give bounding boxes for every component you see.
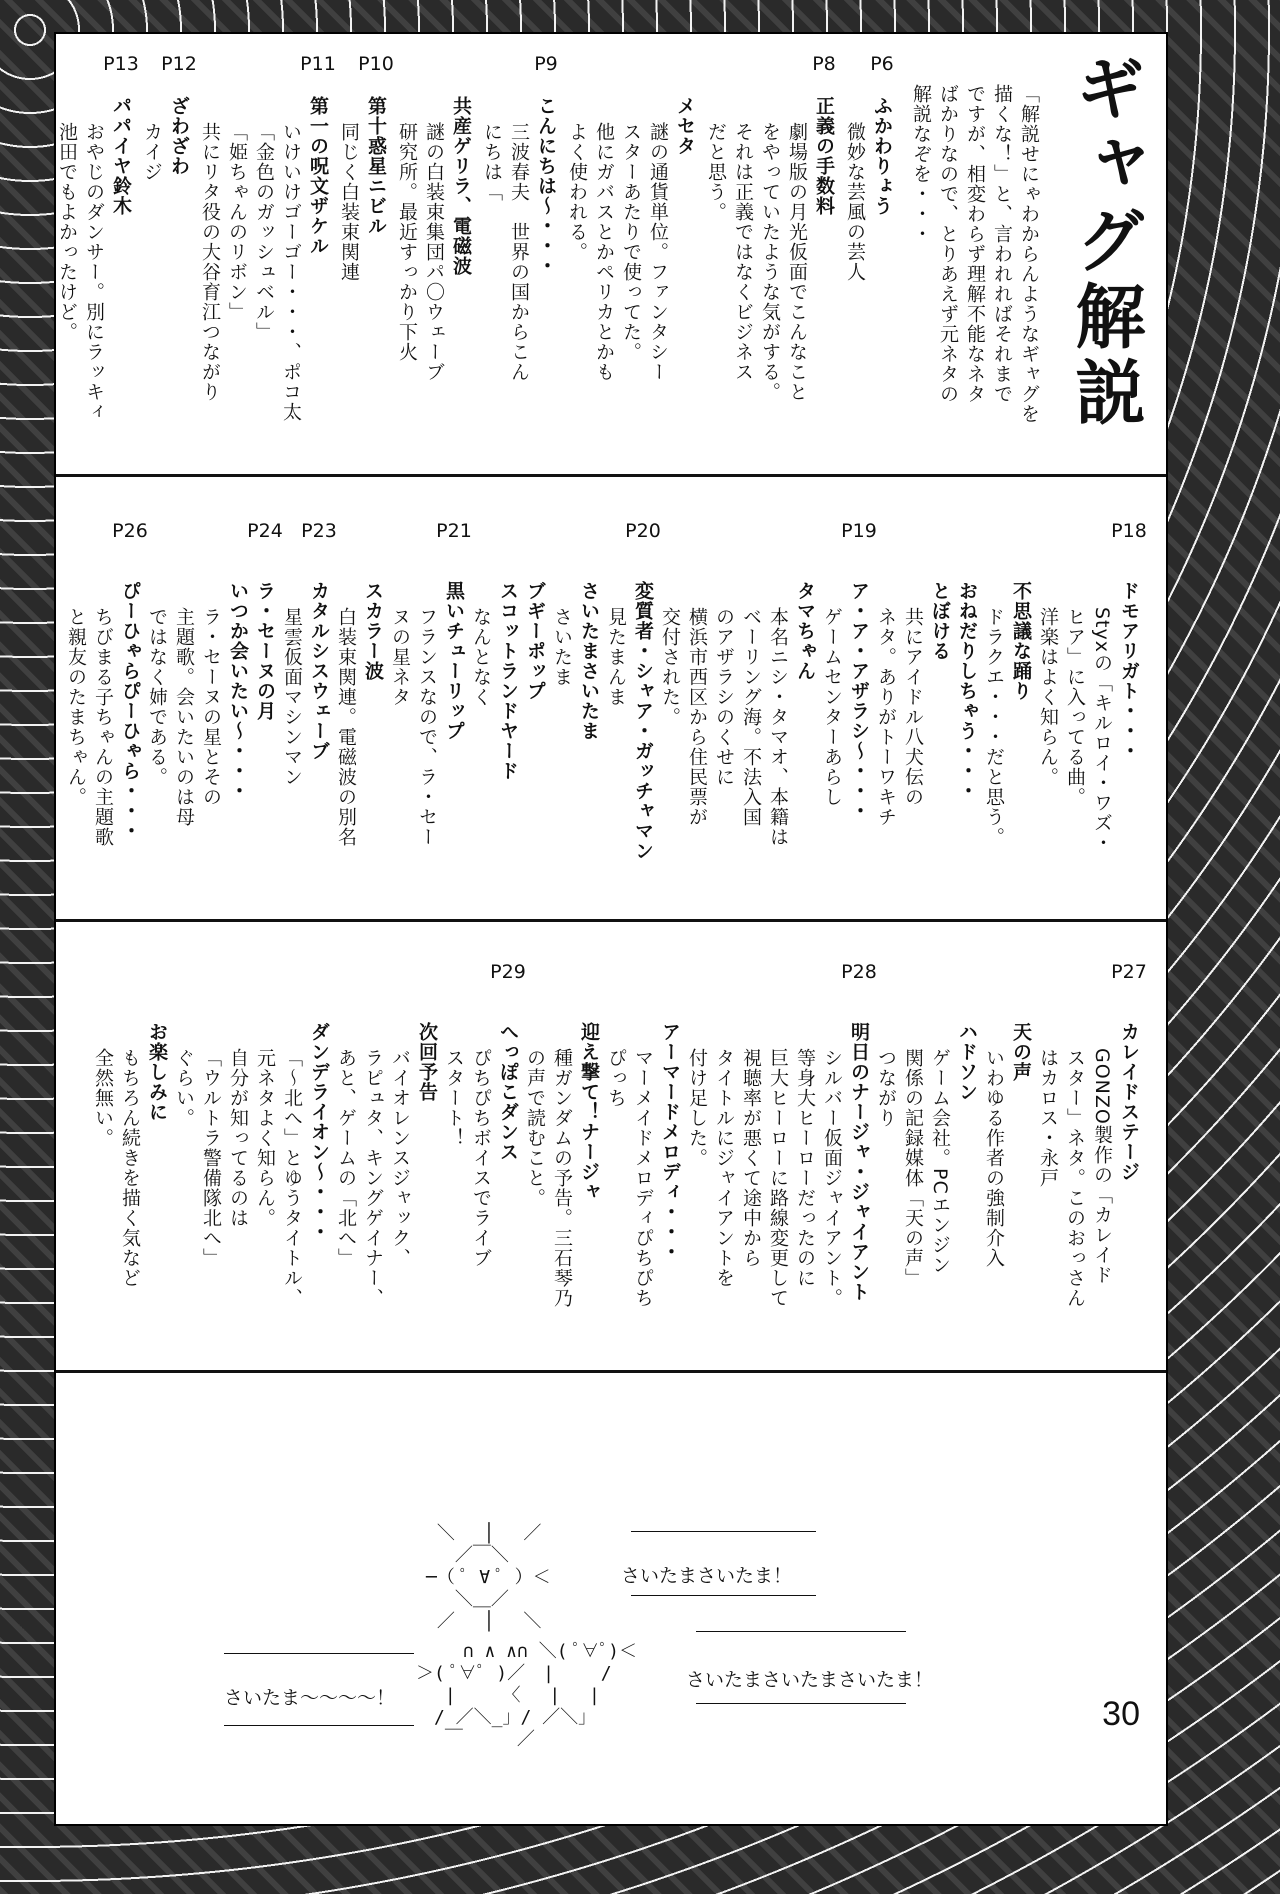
entry-heading: タマちゃん [794, 581, 816, 681]
speech-line [631, 1595, 816, 1596]
entry-text: スターあたりで使ってた。 [620, 122, 642, 362]
page-ref: P28 [841, 961, 877, 983]
entry-heading: 第十惑星ニビル [365, 96, 387, 236]
entry-heading: カタルシスウェーブ [308, 581, 330, 761]
entry-text: カイジ [141, 122, 163, 182]
entry-heading: パパイヤ鈴木 [110, 96, 132, 216]
entry-heading: 次回予告 [416, 1022, 438, 1102]
entry-heading: 第一の呪文ザケル [307, 96, 329, 256]
entry-text: 見たまんま [605, 607, 627, 707]
entry-text: の声で読むこと。 [524, 1048, 546, 1208]
intro-line: ばかりなので、とりあえず元ネタの [937, 84, 959, 404]
entry-text: ドラクエ・・・だと思う。 [983, 607, 1005, 847]
entry-text: もちろん続きを描く気など [119, 1048, 141, 1288]
entry-text: 「金色のガッシュベル」 [253, 122, 275, 342]
entry-text: 謎の通貨単位。ファンタシー [647, 122, 669, 382]
entry-text: それは正義ではなくビジネス [732, 122, 754, 382]
page-ref: P10 [358, 53, 394, 75]
intro-line: ですが、相変わらず理解不能なネタ [964, 84, 986, 404]
entry-heading: スカラー波 [362, 581, 384, 681]
entry-text: 白装束関連。電磁波の別名 [335, 607, 357, 847]
entry-text: はカロス・永戸 [1037, 1048, 1059, 1188]
entry-text: スター」ネタ。このおっさん [1064, 1048, 1086, 1308]
entry-text: 本名ニシ・タマオ、本籍は [767, 607, 789, 847]
entry-heading: ぴーひゃらぴーひゃら・・・ [119, 581, 141, 841]
entry-text: なんとなく [470, 607, 492, 707]
entry-heading: カレイドステージ [1118, 1022, 1140, 1182]
entry-heading: 変質者・シャア・ガッチャマン [632, 581, 654, 861]
entry-heading: 正義の手数料 [813, 96, 835, 216]
page-title: ギャグ解説 [1064, 52, 1146, 432]
speech-shout-2: さいたまさいたまさいたま！ [686, 1669, 934, 1691]
entry-text: 同じく白装束関連 [338, 122, 360, 282]
entry-text: マーメイドメロディぴちぴち [632, 1048, 654, 1308]
entry-text: のアザラシのくせに [713, 607, 735, 787]
entry-text: フランスなので、ラ・セー [416, 607, 438, 847]
intro-line: 描くな！」と、言われればそれまで [991, 84, 1013, 404]
entry-text: あと、ゲームの「北へ」 [335, 1048, 357, 1268]
entry-heading: メセタ [674, 96, 696, 156]
entry-heading: ふかわりょう [871, 96, 893, 216]
entry-text: つながり [875, 1048, 897, 1128]
intro-line: 「解説せにゃわからんようなギャグを [1018, 84, 1040, 424]
page-ref: P24 [247, 520, 283, 542]
entry-text: ぴっち [605, 1048, 627, 1108]
page-ref: P23 [301, 520, 337, 542]
speech-shout-1: さいたまさいたま！ [621, 1565, 793, 1587]
entry-heading: とぼける [929, 581, 951, 661]
speech-line [696, 1631, 906, 1632]
entry-text: だと思う。 [705, 122, 727, 222]
page-ref: P13 [103, 53, 139, 75]
entry-text: 池田でもよかったけど。 [56, 122, 78, 342]
entry-heading: ダンデライオン～・・・ [308, 1022, 330, 1242]
page-ref: P18 [1111, 520, 1147, 542]
entry-text: ヒア」に入ってる曲。 [1064, 607, 1086, 807]
entry-text: ベーリング海。不法入国 [740, 607, 762, 827]
page-ref: P20 [625, 520, 661, 542]
entry-text: バイオレンスジャック、 [389, 1048, 411, 1268]
entry-text: ゲームセンターあらし [821, 607, 843, 807]
entry-text: 全然無い。 [92, 1048, 114, 1148]
document-page [56, 34, 1166, 1824]
page-number: 30 [1102, 1695, 1140, 1733]
entry-text: ヌの星ネタ [389, 607, 411, 707]
entry-text: と親友のたまちゃん。 [65, 607, 87, 807]
entry-heading: スコットランドヤード [497, 581, 519, 781]
entry-heading: ラ・セーヌの月 [254, 581, 276, 721]
entry-text: GONZO製作の「カレイド [1091, 1048, 1113, 1285]
page-ref: P29 [490, 961, 526, 983]
entry-heading: いつか会いたい～・・・ [227, 581, 249, 801]
entry-heading: こんにちは～・・・ [535, 96, 557, 276]
entry-heading: 明日のナージャ・ジャイアント [848, 1022, 870, 1302]
entry-heading: 迎え撃て！ナージャ [578, 1022, 600, 1202]
page-ref: P19 [841, 520, 877, 542]
entry-text: ラ・セーヌの星とその [200, 607, 222, 807]
intro-line: 解説なぞを・・・ [910, 84, 932, 244]
entry-text: 交付された。 [659, 607, 681, 727]
entry-heading: ドモアリガト・・・ [1118, 581, 1140, 761]
entry-text: 自分が知ってるのは [227, 1048, 249, 1228]
entry-heading: 黒いチューリップ [443, 581, 465, 741]
page-ref: P12 [161, 53, 197, 75]
entry-heading: お楽しみに [146, 1022, 168, 1122]
entry-heading: へっぽこダンス [497, 1022, 519, 1162]
entry-text: 星雲仮面マシンマン [281, 607, 303, 787]
entry-text: 付け足した。 [686, 1048, 708, 1168]
entry-text: 共にリタ役の大谷育江つながり [199, 122, 221, 402]
page-ref: P9 [534, 53, 558, 75]
entry-text: 共にアイドル八犬伝の [902, 607, 924, 807]
entry-text: ネタ。ありがトーワキチ [875, 607, 897, 827]
entry-text: よく使われる。 [566, 122, 588, 262]
entry-text: をやっていたような気がする。 [759, 122, 781, 402]
speech-shout-3: さいたま～～～～！ [224, 1687, 396, 1709]
page-ref: P27 [1111, 961, 1147, 983]
entry-heading: おねだりしちゃう・・・ [956, 581, 978, 801]
entry-text: 謎の白装束集団パ〇ウェーブ [423, 122, 445, 382]
entry-text: 研究所。最近すっかり下火 [396, 122, 418, 362]
page-ref: P11 [300, 53, 336, 75]
entry-heading: アーマードメロディ・・・ [659, 1022, 681, 1262]
entry-text: スタート！ [443, 1048, 465, 1148]
entry-text: ぴちぴちボイスでライブ [470, 1048, 492, 1268]
entry-heading: 不思議な踊り [1010, 581, 1032, 701]
entry-text: さいたま [551, 607, 573, 687]
page-ref: P6 [870, 53, 894, 75]
entry-text: 種ガンダムの予告。三石琴乃 [551, 1048, 573, 1308]
speech-line [224, 1653, 414, 1654]
entry-text: 微妙な芸風の芸人 [844, 122, 866, 282]
entry-text: おやじのダンサー。別にラッキィ [83, 122, 105, 422]
entry-heading: 天の声 [1010, 1022, 1032, 1082]
entry-text: 元ネタよく知らん。 [254, 1048, 276, 1228]
entry-text: 関係の記録媒体「天の声」 [902, 1048, 924, 1288]
entry-text: シルバー仮面ジャイアント。 [821, 1048, 843, 1308]
entry-text: ぐらい。 [173, 1048, 195, 1128]
entry-text: 視聴率が悪くて途中から [740, 1048, 762, 1268]
page-ref: P21 [436, 520, 472, 542]
entry-heading: さいたまさいたま [578, 581, 600, 741]
page-ref: P26 [112, 520, 148, 542]
entry-text: 劇場版の月光仮面でこんなこと [786, 122, 808, 402]
speech-line [224, 1725, 414, 1726]
panel-saitama [56, 1373, 1166, 1824]
saitama-dancers-art: ∩ ∧ ∧∩ ＼( ﾟ∀ﾟ)＜ ＞( ﾟ∀ﾟ )／ | / | 〈 | | / ／＼_」/ ／＼」 ￣ ／ [416, 1641, 637, 1750]
entry-text: 他にガバスとかペリカとかも [593, 122, 615, 382]
entry-text: ちびまる子ちゃんの主題歌 [92, 607, 114, 847]
entry-text: Styxの「キルロイ・ワズ・ [1091, 607, 1113, 853]
entry-text: 「ウルトラ警備隊北へ」 [200, 1048, 222, 1268]
entry-heading: ざわざわ [168, 96, 190, 176]
entry-heading: ア・ア・アザラシ～・・・ [848, 581, 870, 821]
entry-heading: ハドソン [956, 1022, 978, 1102]
panel-middle [56, 477, 1166, 922]
entry-heading: 共産ゲリラ、電磁波 [450, 96, 472, 276]
panel-lower [56, 922, 1166, 1373]
speech-line [631, 1531, 816, 1532]
entry-text: 三波春夫 世界の国からこん [508, 122, 530, 382]
panel-intro [56, 34, 1166, 477]
entry-text: 「姫ちゃんのリボン」 [226, 122, 248, 322]
entry-text: 洋楽はよく知らん。 [1037, 607, 1059, 787]
entry-text: 主題歌。会いたいのは母 [173, 607, 195, 827]
entry-text: いわゆる作者の強制介入 [983, 1048, 1005, 1268]
entry-text: ラピュタ、キングゲイナー、 [362, 1048, 384, 1308]
saitama-sun-art: ＼ │ ／ ／￣＼ ─（ ﾟ ∀ ﾟ ）＜ ＼＿／ ／ │ ＼ [426, 1523, 551, 1632]
entry-text: いけいけゴーゴー・・・、ポコ太 [280, 122, 302, 422]
entry-text: 巨大ヒーローに路線変更して [767, 1048, 789, 1308]
entry-text: ゲーム会社。PCエンジン [929, 1048, 951, 1275]
page-ref: P8 [812, 53, 836, 75]
entry-text: タイトルにジャイアントを [713, 1048, 735, 1288]
entry-text: 横浜市西区から住民票が [686, 607, 708, 827]
entry-text: 「～北へ」とゆうタイトル、 [281, 1048, 303, 1308]
entry-heading: ブギーポップ [524, 581, 546, 701]
speech-line [696, 1703, 906, 1704]
entry-text: 等身大ヒーローだったのに [794, 1048, 816, 1288]
entry-text: にちは「 [481, 122, 503, 202]
entry-text: ではなく姉である。 [146, 607, 168, 787]
